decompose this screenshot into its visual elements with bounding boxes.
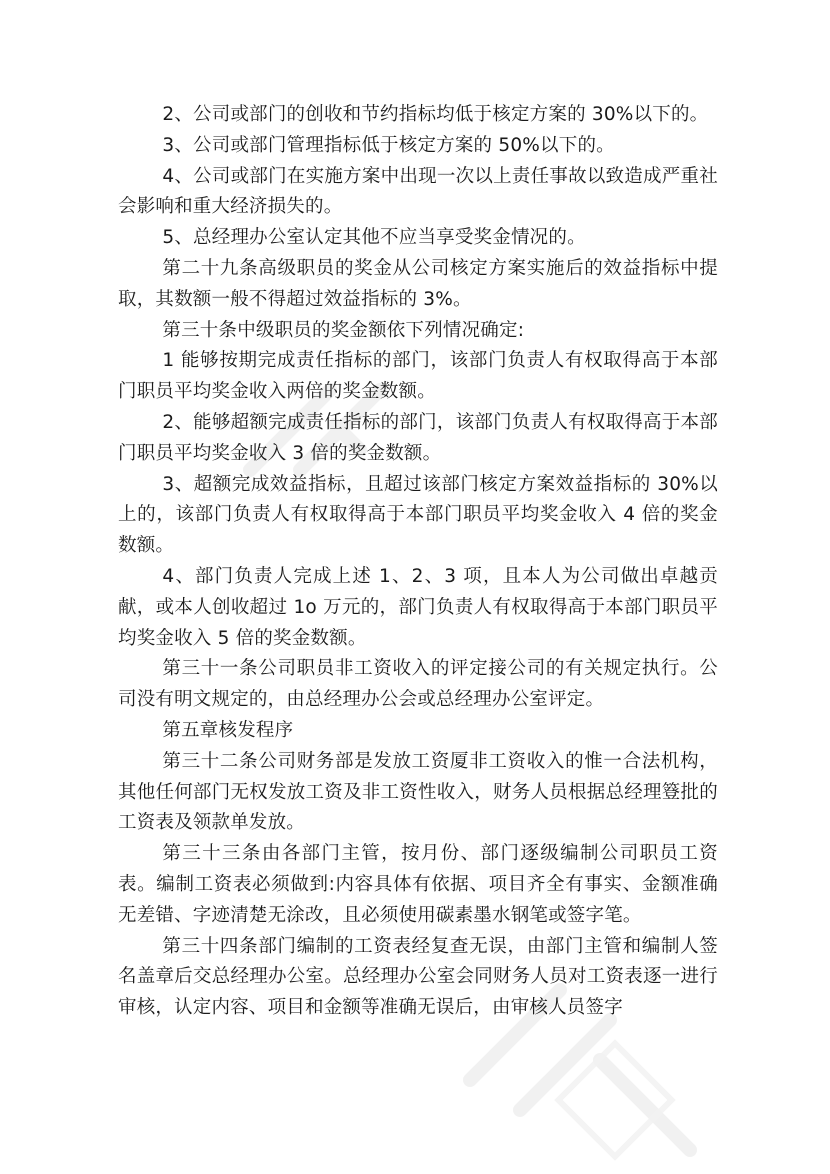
paragraph-item-3: 3、公司或部门管理指标低于核定方案的 50%以下的。 — [162, 134, 615, 156]
paragraph-item-4: 4、公司或部门在实施方案中出现一次以上责任事故以致造成严重社会影响和重大经济损失的。 — [118, 165, 718, 218]
chapter-5-heading: 第五章核发程序 — [162, 719, 294, 741]
article-30-item-3: 3、超额完成效益指标，且超过该部门核定方案效益指标的 30%以上的，该部门负责人有权取得高于本部门职员平均奖金收入 4 倍的奖金数额。 — [118, 473, 718, 557]
article-30-item-2: 2、能够超额完成责任指标的部门，该部门负责人有权取得高于本部门职员平均奖金收入 3 倍的奖金数额。 — [118, 411, 718, 464]
paragraph-item-5: 5、总经理办公室认定其他不应当享受奖金情况的。 — [162, 227, 586, 249]
article-29: 第二十九条高级职员的奖金从公司核定方案实施后的效益指标中提取，其数额一般不得超过效益指标的 3%。 — [118, 257, 718, 310]
article-33: 第三十三条由各部门主管，按月份、部门逐级编制公司职员工资表。编制工资表必须做到:内容具体有依据、项目齐全有事实、金额准确无差错、字迹清楚无涂改，且必须使用碳素墨水钢笔或签字笔。 — [118, 843, 718, 926]
article-30: 第三十条中级职员的奖金额依下列情况确定: — [162, 319, 525, 341]
paragraph-item-2: 2、公司或部门的创收和节约指标均低于核定方案的 30%以下的。 — [162, 104, 709, 125]
article-34: 第三十四条部门编制的工资表经复查无误，由部门主管和编制人签名盖章后交总经理办公室。总经理办公室会同财务人员对工资表逐一进行审核，认定内容、项目和金额等准确无误后，由审核人员签字 — [118, 935, 718, 1019]
document-body — [118, 100, 718, 1024]
article-31: 第三十一条公司职员非工资收入的评定接公司的有关规定执行。公司没有明文规定的，由总经理办公会或总经理办公室评定。 — [118, 658, 718, 711]
article-30-item-4: 4、部门负责人完成上述 1、2、3 项，且本人为公司做出卓越贡献，或本人创收超过 1o 万元的，部门负责人有权取得高于本部门职员平均奖金收入 5 倍的奖金数额。 — [118, 565, 718, 649]
article-32: 第三十二条公司财务部是发放工资厦非工资收入的惟一合法机构，其他任何部门无权发放工资及非工资性收入，财务人员根据总经理簦批的工资表及领款单发放。 — [118, 750, 718, 834]
article-30-item-1: 1 能够按期完成责任指标的部门，该部门负责人有权取得高于本部门职员平均奖金收入两倍的奖金数额。 — [118, 350, 718, 403]
